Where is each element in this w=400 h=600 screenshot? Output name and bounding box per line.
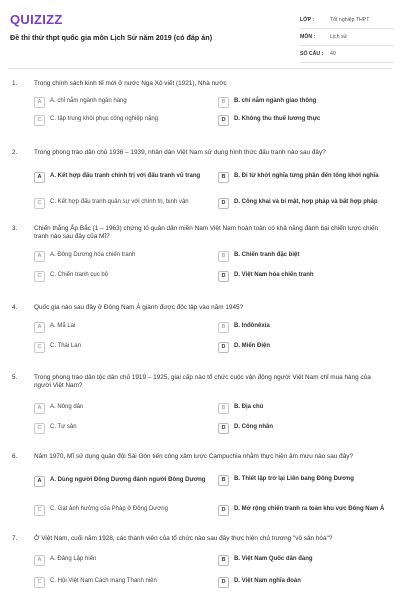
option-text: A. Đảng Lập hiến — [50, 556, 97, 563]
option-letter: D — [218, 577, 229, 588]
meta-label: SỐ CÂU : — [300, 51, 324, 57]
option-text: C. Hội Việt Nam Cách mạng Thanh niên — [50, 578, 157, 585]
option-letter: B — [218, 172, 229, 183]
option-text: C. Chiến tranh cục bộ — [50, 272, 109, 279]
option-c[interactable] — [34, 575, 206, 589]
meta-value: Lịch sử — [330, 34, 348, 40]
option-b[interactable] — [218, 249, 390, 263]
meta-table — [300, 12, 394, 63]
option-a[interactable] — [34, 95, 206, 109]
question-text: Trong phong trào dân chủ 1936 – 1939, nhân dân Việt Nam sử dụng hình thức đấu tranh nào sau đây? — [34, 149, 326, 156]
option-text: B. Việt Nam Quốc dân đảng — [234, 556, 313, 563]
option-d[interactable] — [218, 196, 390, 210]
meta-label: LỚP : — [300, 17, 315, 23]
option-letter: A — [34, 476, 45, 487]
question-text: Trong chính sách kinh tế mới ở nước Nga Xô viết (1921), Nhà nước — [34, 80, 227, 87]
question-number: 6. — [12, 453, 18, 460]
meta-row-count — [300, 46, 394, 63]
option-text: A. Dùng người Đông Dương đánh người Đông Dương — [50, 477, 206, 484]
option-letter: A — [34, 322, 45, 333]
option-text: C. Gạt ảnh hưởng của Pháp ở Đông Dương — [50, 506, 168, 513]
option-a[interactable] — [34, 249, 206, 263]
option-text: D. Công nhân — [234, 424, 273, 431]
option-c[interactable] — [34, 196, 206, 210]
option-d[interactable] — [218, 575, 390, 589]
option-c[interactable] — [34, 269, 206, 283]
option-text: A. Mã Lai — [50, 323, 76, 330]
option-c[interactable] — [34, 340, 206, 354]
meta-row-subject — [300, 29, 394, 46]
option-text: D. Công khai và bí mật, hợp pháp và bất hợp pháp — [234, 199, 378, 206]
option-text: D. Việt Nam hóa chiến tranh — [234, 272, 314, 279]
option-b[interactable] — [218, 401, 390, 415]
option-text: B. Inđônêxia — [234, 323, 270, 330]
option-text: B. Chiến tranh đặc biệt — [234, 252, 300, 259]
option-letter: C — [34, 505, 45, 516]
option-text: A. Kết hợp đấu tranh chính trị với đấu tranh vũ trang — [50, 173, 201, 180]
option-text: A. Nông dân — [50, 404, 84, 411]
option-b[interactable] — [218, 170, 390, 184]
option-letter: D — [218, 423, 229, 434]
option-d[interactable] — [218, 113, 390, 127]
option-letter: A — [34, 97, 45, 108]
option-letter: B — [218, 403, 229, 414]
question-text: Ở Việt Nam, cuối năm 1928, các thành viên của tổ chức nào sau đây thực hiện chủ trương "vô sản hóa"? — [34, 535, 333, 542]
option-text: C. Kết hợp đấu tranh quân sự với chính trị, binh vận — [50, 199, 189, 206]
option-text: D. Việt Nam nghĩa đoàn — [234, 578, 301, 585]
option-letter: C — [34, 115, 45, 126]
question-number: 3. — [12, 225, 18, 232]
option-letter: B — [218, 475, 229, 486]
option-letter: C — [34, 342, 45, 353]
option-text: A. Đông Dương hóa chiến tranh — [50, 252, 136, 259]
option-text: D. Miến Điện — [234, 343, 271, 350]
option-letter: B — [218, 322, 229, 333]
question-number: 2. — [12, 149, 18, 156]
option-text: C. tập trung khôi phục công nghiệp nặng — [50, 116, 159, 123]
option-text: C. Thái Lan — [50, 343, 81, 350]
option-c[interactable] — [34, 503, 206, 517]
option-d[interactable] — [218, 499, 390, 521]
question-number: 1. — [12, 80, 18, 87]
option-letter: B — [218, 555, 229, 566]
option-text: D. Mở rộng chiến tranh ra toàn khu vực Đông Nam Á — [234, 506, 385, 513]
option-letter: D — [218, 115, 229, 126]
option-a[interactable] — [34, 401, 206, 415]
option-text: B. Đi từ khởi nghĩa từng phần đến tổng khởi nghĩa — [234, 173, 379, 180]
option-d[interactable] — [218, 340, 390, 354]
option-letter: D — [218, 271, 229, 282]
meta-value: 40 — [330, 51, 336, 57]
option-letter: C — [34, 423, 45, 434]
meta-value: Tốt nghiệp THPT — [330, 17, 370, 23]
question-number: 7. — [12, 535, 18, 542]
option-text: C. Tư sản — [50, 424, 77, 431]
option-d[interactable] — [218, 421, 390, 435]
option-a[interactable] — [34, 320, 206, 334]
option-b[interactable] — [218, 320, 390, 334]
question-text: Chiến thắng Ấp Bắc (1 – 1963) chứng tỏ quân dân miền Nam Việt Nam hoàn toàn có khả năng đánh bại chiến lược chiến tranh nào sau đây của Mĩ? — [34, 225, 379, 241]
option-a[interactable] — [34, 167, 206, 187]
question-number: 5. — [12, 374, 18, 381]
option-text: A. chỉ nắm ngành ngân hàng — [50, 98, 127, 105]
option-b[interactable] — [218, 95, 390, 109]
option-b[interactable] — [218, 553, 390, 567]
option-letter: A — [34, 251, 45, 262]
option-letter: C — [34, 577, 45, 588]
option-letter: A — [34, 403, 45, 414]
option-a[interactable] — [34, 471, 206, 491]
meta-label: MÔN : — [300, 34, 316, 40]
option-text: D. Không thu thuế lương thực — [234, 116, 321, 123]
option-d[interactable] — [218, 269, 390, 283]
option-letter: C — [34, 198, 45, 209]
question-number: 4. — [12, 304, 18, 311]
option-letter: B — [218, 251, 229, 262]
question-text: Quốc gia nào sau đây ở Đông Nam Á giành được độc lập vào năm 1945? — [34, 304, 244, 311]
option-letter: D — [218, 342, 229, 353]
option-letter: C — [34, 271, 45, 282]
option-letter: D — [218, 505, 229, 516]
quizizz-logo: QUIZIZZ — [10, 12, 63, 27]
option-text: B. chỉ nắm ngành giao thông — [234, 98, 317, 105]
option-letter: B — [218, 97, 229, 108]
option-text: B. Thiết lập trở lại Liên bang Đông Dương — [234, 476, 354, 483]
option-b[interactable] — [218, 473, 390, 487]
option-letter: D — [218, 198, 229, 209]
question-text: Năm 1970, Mĩ sử dụng quân đội Sài Gòn tiến công xâm lược Campuchia nhằm thực hiện âm mưu nào sau đây? — [34, 453, 353, 460]
option-c[interactable] — [34, 421, 206, 435]
meta-row-class — [300, 12, 394, 29]
header-divider — [8, 68, 392, 69]
option-letter: A — [34, 172, 45, 183]
option-text: B. Địa chủ — [234, 404, 264, 411]
document-title: Đề thi thử thpt quốc gia môn Lịch Sử năm 2019 (có đáp án) — [10, 33, 213, 42]
option-a[interactable] — [34, 553, 206, 567]
question-text: Trong phong trào dân tộc dân chủ 1919 – 1925, giai cấp nào tổ chức cuộc vận động người Việt Nam chỉ mua hàng của người Việt Nam? — [34, 374, 371, 390]
option-c[interactable] — [34, 113, 206, 127]
option-letter: A — [34, 555, 45, 566]
